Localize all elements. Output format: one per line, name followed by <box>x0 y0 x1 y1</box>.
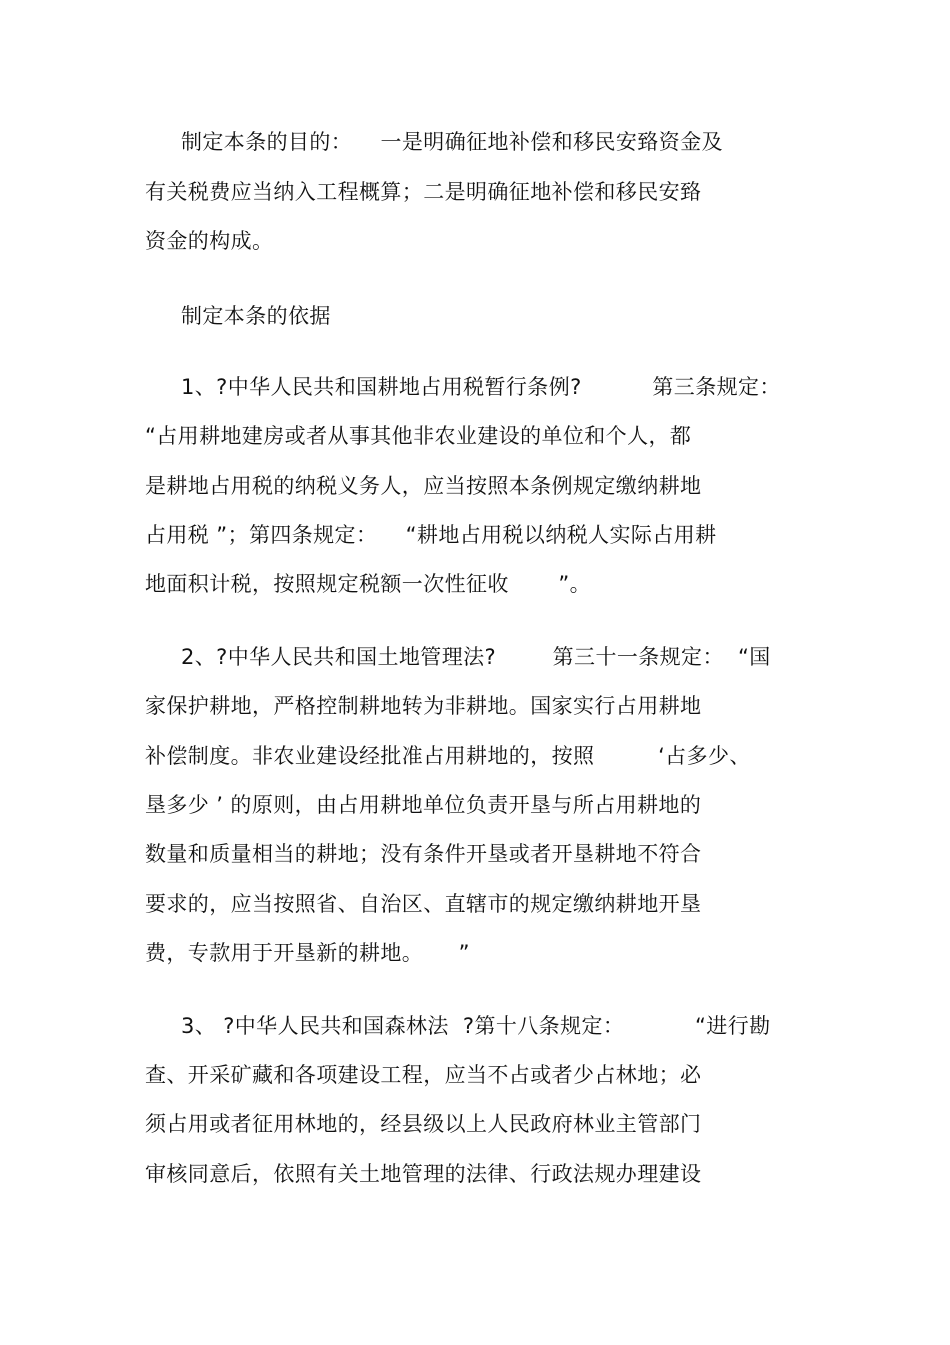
text-line: 补偿制度。非农业建设经批准占用耕地的，按照 ‘占多少、 <box>145 744 751 768</box>
text-line: 审核同意后，依照有关土地管理的法律、行政法规办理建设 <box>145 1162 702 1186</box>
text-line: 费，专款用于开垦新的耕地。 ” <box>145 941 470 965</box>
text-line: 3、 ?中华人民共和国森林法 ?第十八条规定： “进行勘 <box>181 1014 771 1038</box>
text-line: 垦多少 ’ 的原则，由占用耕地单位负责开垦与所占用耕地的 <box>145 793 702 817</box>
text-line: 制定本条的目的： 一是明确征地补偿和移民安臵资金及 <box>181 130 723 154</box>
text-line: “占用耕地建房或者从事其他非农业建设的单位和个人，都 <box>145 424 692 448</box>
text-line: 有关税费应当纳入工程概算；二是明确征地补偿和移民安臵 <box>145 180 702 204</box>
text-line: 2、?中华人民共和国土地管理法? 第三十一条规定： “国 <box>181 645 771 669</box>
text-line: 要求的，应当按照省、自治区、直辖市的规定缴纳耕地开垦 <box>145 892 702 916</box>
text-line: 地面积计税，按照规定税额一次性征收 ”。 <box>145 572 592 596</box>
text-line: 1、?中华人民共和国耕地占用税暂行条例? 第三条规定： <box>181 375 781 399</box>
text-line: 资金的构成。 <box>145 229 274 253</box>
text-line: 家保护耕地，严格控制耕地转为非耕地。国家实行占用耕地 <box>145 694 702 718</box>
text-line: 占用税 ”；第四条规定： “耕地占用税以纳税人实际占用耕 <box>145 523 717 547</box>
text-line: 数量和质量相当的耕地；没有条件开垦或者开垦耕地不符合 <box>145 842 702 866</box>
section-heading: 制定本条的依据 <box>181 304 331 328</box>
text-line: 查、开采矿藏和各项建设工程，应当不占或者少占林地；必 <box>145 1063 702 1087</box>
text-line: 须占用或者征用林地的，经县级以上人民政府林业主管部门 <box>145 1112 702 1136</box>
text-line: 是耕地占用税的纳税义务人，应当按照本条例规定缴纳耕地 <box>145 474 702 498</box>
